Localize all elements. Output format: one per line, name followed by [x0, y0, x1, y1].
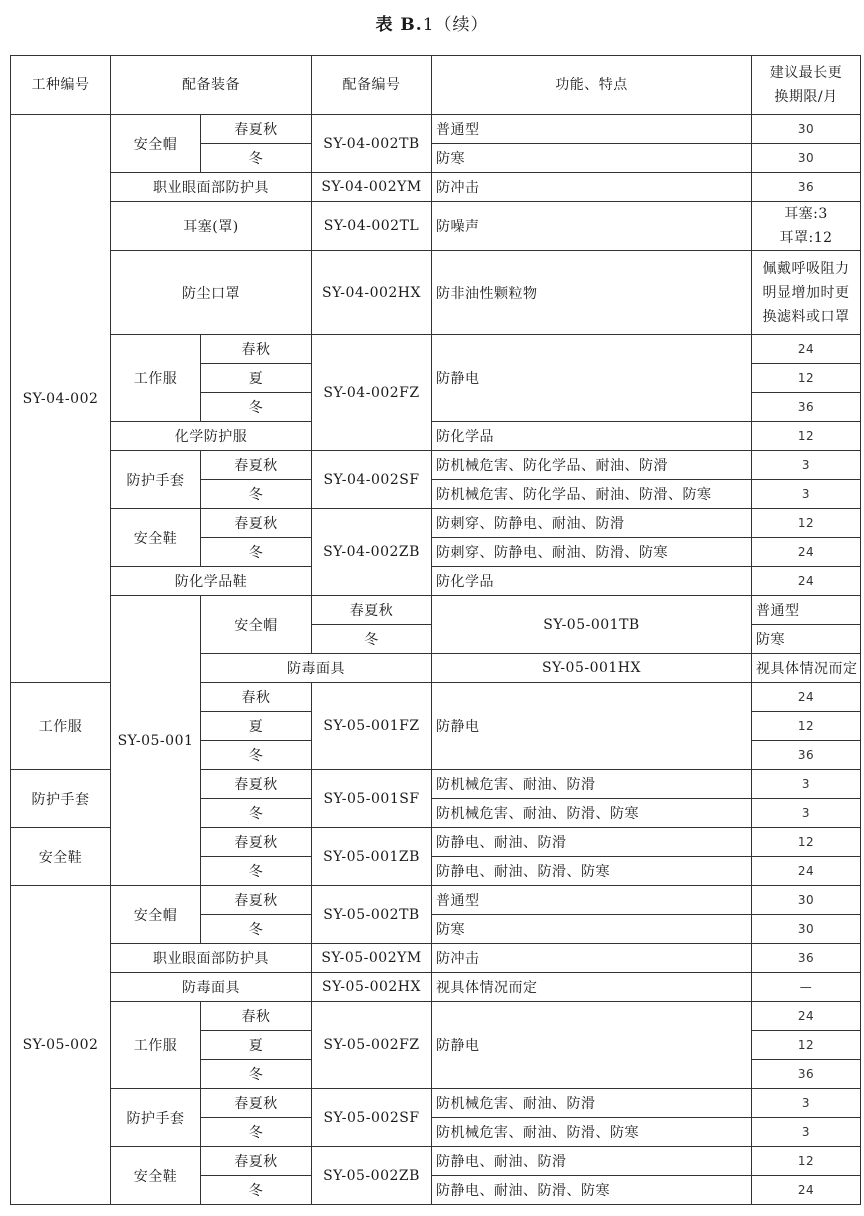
- period-cell: 30: [752, 115, 861, 144]
- equipment-name: 化学防护服: [111, 422, 312, 451]
- feature-cell: 防噪声: [432, 202, 752, 251]
- period-note-line3: 换滤料或口罩: [762, 308, 850, 325]
- period-earplug: 耳塞:3: [784, 206, 828, 222]
- season-cell: 春夏秋: [201, 770, 312, 799]
- period-cell: 12: [752, 1031, 861, 1060]
- season-cell: 冬: [201, 538, 312, 567]
- equipment-table: [10, 55, 861, 1205]
- feature-cell: 防刺穿、防静电、耐油、防滑、防寒: [432, 538, 752, 567]
- equipment-code: SY-05-001FZ: [312, 683, 432, 770]
- table-row: [11, 509, 861, 538]
- season-cell: 春夏秋: [201, 1089, 312, 1118]
- season-cell: 春秋: [201, 683, 312, 712]
- period-cell: 3: [752, 770, 861, 799]
- table-row: [11, 422, 861, 451]
- feature-cell: 防静电、耐油、防滑: [432, 1147, 752, 1176]
- feature-cell: 视具体情况而定: [432, 973, 752, 1002]
- period-cell: 24: [752, 683, 861, 712]
- equipment-name: 防毒面具: [111, 973, 312, 1002]
- equipment-code: SY-04-002SF: [312, 451, 432, 509]
- table-title: [0, 10, 864, 35]
- equipment-code: SY-04-002ZB: [312, 509, 432, 596]
- equipment-name: 安全帽: [111, 115, 201, 173]
- period-cell: 3: [752, 480, 861, 509]
- equipment-code: SY-04-002YM: [312, 173, 432, 202]
- season-cell: 春夏秋: [201, 509, 312, 538]
- season-cell: 春夏秋: [201, 886, 312, 915]
- header-equipment: 配备装备: [111, 56, 312, 115]
- season-cell: 冬: [201, 480, 312, 509]
- feature-cell: 防机械危害、防化学品、耐油、防滑、防寒: [432, 480, 752, 509]
- feature-cell: 防刺穿、防静电、耐油、防滑: [432, 509, 752, 538]
- period-cell: 36: [752, 741, 861, 770]
- feature-cell: 防寒: [432, 915, 752, 944]
- equipment-name: 防护手套: [111, 451, 201, 509]
- feature-cell: 防寒: [432, 144, 752, 173]
- feature-cell: 防机械危害、耐油、防滑、防寒: [432, 1118, 752, 1147]
- table-row: [11, 1147, 861, 1176]
- equipment-code: SY-05-002FZ: [312, 1002, 432, 1089]
- equipment-code: SY-05-001TB: [432, 596, 752, 654]
- feature-cell: 防静电: [432, 1002, 752, 1089]
- period-cell: 12: [752, 509, 861, 538]
- feature-cell: 防静电、耐油、防滑、防寒: [432, 857, 752, 886]
- table-title-suffix: 1（续）: [422, 15, 489, 35]
- equipment-name: 耳塞(罩): [111, 202, 312, 251]
- period-cell: 36: [752, 944, 861, 973]
- feature-cell: 防冲击: [432, 944, 752, 973]
- feature-cell: 防机械危害、耐油、防滑: [432, 770, 752, 799]
- period-cell: 24: [752, 335, 861, 364]
- feature-cell: 防寒: [752, 625, 861, 654]
- equipment-code: SY-04-002TB: [312, 115, 432, 173]
- feature-cell: 防化学品: [432, 567, 752, 596]
- season-cell: 夏: [201, 712, 312, 741]
- table-row: [11, 202, 861, 251]
- feature-cell: 防静电、耐油、防滑: [432, 828, 752, 857]
- period-cell: 24: [752, 538, 861, 567]
- season-cell: 春秋: [201, 1002, 312, 1031]
- table-row: [11, 251, 861, 335]
- table-row: [11, 886, 861, 915]
- season-cell: 春夏秋: [201, 828, 312, 857]
- table-row: [11, 115, 861, 144]
- feature-cell: 防机械危害、耐油、防滑、防寒: [432, 799, 752, 828]
- equipment-code: SY-04-002TL: [312, 202, 432, 251]
- equipment-code: SY-05-002TB: [312, 886, 432, 944]
- season-cell: 冬: [201, 1176, 312, 1205]
- period-cell: 3: [752, 799, 861, 828]
- header-period-line2: 换期限/月: [774, 89, 838, 105]
- table-row: [11, 1002, 861, 1031]
- season-cell: 冬: [201, 393, 312, 422]
- equipment-code: SY-04-002FZ: [312, 335, 432, 451]
- table-title-prefix: 表 B.: [375, 15, 423, 35]
- period-cell: 24: [752, 567, 861, 596]
- period-cell: 24: [752, 1002, 861, 1031]
- header-period-line1: 建议最长更: [769, 65, 843, 81]
- season-cell: 夏: [201, 1031, 312, 1060]
- period-cell: 12: [752, 1147, 861, 1176]
- equipment-name: 安全帽: [111, 886, 201, 944]
- period-cell: 30: [752, 886, 861, 915]
- feature-cell: 防非油性颗粒物: [432, 251, 752, 335]
- period-cell: 12: [752, 422, 861, 451]
- equipment-code: SY-05-002SF: [312, 1089, 432, 1147]
- period-note-line1: 佩戴呼吸阻力: [762, 260, 850, 277]
- period-cell: 3: [752, 451, 861, 480]
- period-cell: 36: [752, 1060, 861, 1089]
- season-cell: 冬: [201, 915, 312, 944]
- period-cell: [752, 251, 861, 335]
- table-row: [11, 596, 861, 625]
- period-cell: 36: [752, 393, 861, 422]
- header-equipment-code: 配备编号: [312, 56, 432, 115]
- feature-cell: 防机械危害、防化学品、耐油、防滑: [432, 451, 752, 480]
- group-code-cell: SY-04-002: [11, 115, 111, 683]
- period-cell: 30: [752, 915, 861, 944]
- equipment-name: 防化学品鞋: [111, 567, 312, 596]
- period-cell: 3: [752, 1118, 861, 1147]
- period-cell: 3: [752, 1089, 861, 1118]
- period-cell: 30: [752, 144, 861, 173]
- equipment-name: 安全鞋: [11, 828, 111, 886]
- equipment-name: 工作服: [11, 683, 111, 770]
- table-row: [11, 944, 861, 973]
- equipment-code: SY-04-002HX: [312, 251, 432, 335]
- table-row: [11, 1089, 861, 1118]
- equipment-name: 安全帽: [201, 596, 312, 654]
- period-cell: 36: [752, 173, 861, 202]
- equipment-code: SY-05-002HX: [312, 973, 432, 1002]
- season-cell: 冬: [201, 799, 312, 828]
- season-cell: 春夏秋: [201, 115, 312, 144]
- season-cell: 春夏秋: [201, 451, 312, 480]
- table-row: [11, 335, 861, 364]
- season-cell: 冬: [201, 144, 312, 173]
- equipment-code: SY-05-001ZB: [312, 828, 432, 886]
- period-cell: 12: [752, 828, 861, 857]
- feature-cell: 普通型: [432, 886, 752, 915]
- feature-cell: 防静电: [432, 683, 752, 770]
- period-cell: —: [752, 973, 861, 1002]
- table-row: [11, 567, 861, 596]
- season-cell: 春夏秋: [312, 596, 432, 625]
- header-period: [752, 56, 861, 115]
- period-cell: 24: [752, 1176, 861, 1205]
- season-cell: 冬: [201, 741, 312, 770]
- season-cell: 冬: [201, 1060, 312, 1089]
- feature-cell: 视具体情况而定: [752, 654, 861, 683]
- period-cell: 12: [752, 712, 861, 741]
- equipment-name: 职业眼面部防护具: [111, 173, 312, 202]
- feature-cell: 防冲击: [432, 173, 752, 202]
- season-cell: 冬: [312, 625, 432, 654]
- season-cell: 春夏秋: [201, 1147, 312, 1176]
- period-cell: 12: [752, 364, 861, 393]
- group-code-cell: SY-05-001: [111, 596, 201, 886]
- table-row: [11, 173, 861, 202]
- equipment-code: SY-05-001SF: [312, 770, 432, 828]
- table-row: [11, 973, 861, 1002]
- equipment-name: 防毒面具: [201, 654, 432, 683]
- feature-cell: 防静电: [432, 335, 752, 422]
- header-row: [11, 56, 861, 115]
- feature-cell: 防静电、耐油、防滑、防寒: [432, 1176, 752, 1205]
- header-group-code: 工种编号: [11, 56, 111, 115]
- equipment-name: 工作服: [111, 1002, 201, 1089]
- period-cell: [752, 202, 861, 251]
- feature-cell: 普通型: [432, 115, 752, 144]
- equipment-code: SY-05-002ZB: [312, 1147, 432, 1205]
- feature-cell: 普通型: [752, 596, 861, 625]
- group-code-cell: SY-05-002: [11, 886, 111, 1205]
- equipment-code: SY-05-001HX: [432, 654, 752, 683]
- feature-cell: 防机械危害、耐油、防滑: [432, 1089, 752, 1118]
- equipment-code: SY-05-002YM: [312, 944, 432, 973]
- equipment-name: 职业眼面部防护具: [111, 944, 312, 973]
- equipment-name: 防护手套: [11, 770, 111, 828]
- equipment-name: 安全鞋: [111, 509, 201, 567]
- season-cell: 春秋: [201, 335, 312, 364]
- table-row: [11, 451, 861, 480]
- period-cell: 24: [752, 857, 861, 886]
- period-earmuff: 耳罩:12: [779, 230, 833, 246]
- period-note-line2: 明显增加时更: [762, 284, 850, 301]
- header-feature: 功能、特点: [432, 56, 752, 115]
- equipment-name: 防护手套: [111, 1089, 201, 1147]
- equipment-name: 防尘口罩: [111, 251, 312, 335]
- season-cell: 冬: [201, 1118, 312, 1147]
- equipment-name: 安全鞋: [111, 1147, 201, 1205]
- equipment-name: 工作服: [111, 335, 201, 422]
- season-cell: 冬: [201, 857, 312, 886]
- season-cell: 夏: [201, 364, 312, 393]
- feature-cell: 防化学品: [432, 422, 752, 451]
